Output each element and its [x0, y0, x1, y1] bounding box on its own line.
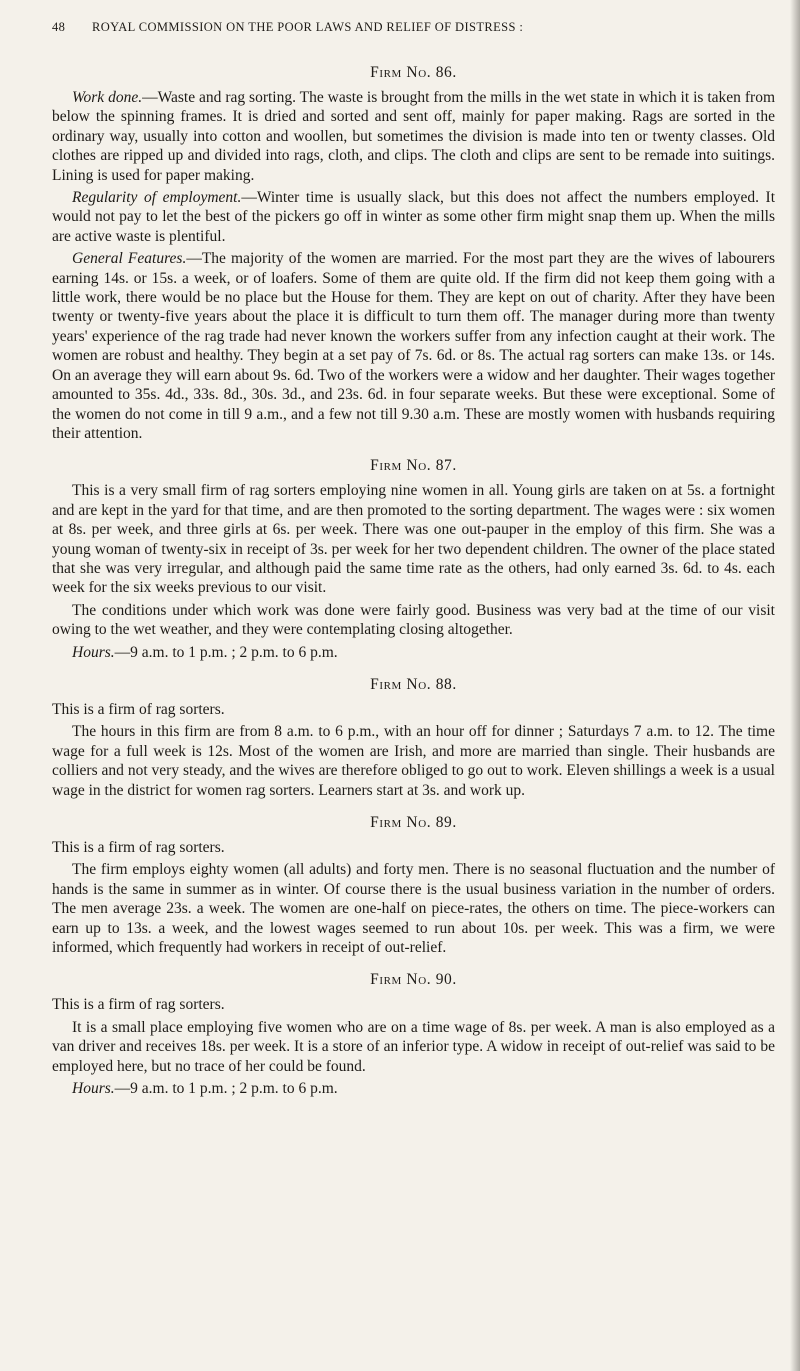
- paragraph-lead: Hours.: [72, 643, 115, 661]
- paragraph-text: The hours in this firm are from 8 a.m. to 6 p.m., with an hour off for dinner ; Saturdays 7 a.m. to 12. The time wage for a full week is 12s. Most of the women are Irish, and more are married than single. Their husbands are colliers and not very steady, and the wives are therefore obliged to go out to work. Eleven shillings a week is a usual wage in the district for women rag sorters. Learners start at 3s. and work up.: [52, 723, 775, 799]
- firm-heading: Firm No. 87.: [370, 457, 457, 475]
- paragraph: [52, 601, 775, 640]
- firm-heading: Firm No. 88.: [370, 675, 457, 693]
- firm-section: [52, 64, 775, 443]
- page-edge-shadow: [790, 0, 800, 1371]
- firm-heading: Firm No. 89.: [370, 814, 457, 831]
- firm-section: [52, 676, 775, 800]
- paragraph-text: —Waste and rag sorting. The waste is brought from the mills in the wet state in which it is taken from below the spinning frames. It is dried and sorted and sent off, mainly for paper making. Rags are sorted in the ordinary way, usually into cotton and woollen, but sometimes the division is made into ten or twenty classes. Old clothes are ripped up and divided into rags, cloth, and clips. The cloth and clips are sent to be remade into suitings. Lining is used for paper making.: [52, 89, 775, 184]
- paragraph: [52, 700, 775, 719]
- paragraph: [52, 838, 775, 857]
- firm-section: [52, 457, 775, 662]
- paragraph: [52, 1018, 775, 1076]
- paragraph: [52, 249, 775, 443]
- firm-heading: Firm No. 86.: [370, 64, 457, 81]
- paragraph-text: It is a small place employing five women who are on a time wage of 8s. per week. A man is also employed as a van driver and receives 18s. per week. It is a store of an inferior type. A widow in receipt of out-relief was said to be employed here, but no trace of her could be found.: [52, 1018, 775, 1075]
- paragraph-text: This is a firm of rag sorters.: [52, 996, 225, 1014]
- firm-section: [52, 971, 775, 1098]
- firm-section: [52, 814, 775, 957]
- page-number: 48: [52, 20, 66, 34]
- paragraph: [52, 188, 775, 246]
- paragraph-text: —9 a.m. to 1 p.m. ; 2 p.m. to 6 p.m.: [114, 643, 338, 661]
- paragraph-lead: General Features.: [72, 250, 187, 268]
- paragraph-text: This is a very small firm of rag sorters employing nine women in all. Young girls are taken on at 5s. a fortnight and are kept in the yard for that time, and are then promoted to the sorting department. The wages were : six women at 8s. per week, and three girls at 6s. per week. There was one out-pauper in the employ of this firm. She was a young woman of twenty-six in receipt of 3s. per week for her two dependent children. The owner of the place stated that she was very irregular, and although paid the same time rate as the others, had only earned 3s. 6d. to 4s. each week for the six weeks previous to our visit.: [52, 482, 775, 597]
- paragraph: [52, 481, 775, 597]
- paragraph: [52, 1079, 775, 1098]
- paragraph-text: —9 a.m. to 1 p.m. ; 2 p.m. to 6 p.m.: [114, 1080, 338, 1098]
- paragraph-text: This is a firm of rag sorters.: [52, 839, 225, 856]
- paragraph: [52, 860, 775, 957]
- paragraph: [52, 643, 775, 662]
- paragraph-text: The conditions under which work was done were fairly good. Business was very bad at the time of our visit owing to the wet weather, and they were contemplating closing altogether.: [52, 601, 775, 639]
- paragraph-lead: Work done.: [72, 89, 143, 106]
- paragraph-text: —The majority of the women are married. For the most part they are the wives of labourers earning 14s. or 15s. a week, or of loafers. Some of them are quite old. If the firm did not keep them going with a little work, there would be no place but the House for them. They are kept on out of charity. After they have been twenty or twenty-five years about the place it is difficult to turn them off. The manager during more than twenty years' experience of the rag trade had never known the workers suffer from any infection caught at their work. The women are robust and healthy. They begin at a set pay of 7s. 6d. or 8s. The actual rag sorters can make 13s. or 14s. On an average they will earn about 9s. 6d. Two of the workers were a widow and her daughter. Their wages together amounted to 35s. 4d., 33s. 8d., 30s. 3d., and 23s. 6d. in four separate weeks. But these were exceptional. Some of the women do not come in till 9 a.m., and a few not till 9.30 a.m. These are mostly women with husbands requiring their attention.: [52, 250, 775, 442]
- firm-heading: Firm No. 90.: [370, 971, 457, 989]
- paragraph: [52, 88, 775, 185]
- paragraph-text: The firm employs eighty women (all adults) and forty men. There is no seasonal fluctuation and the number of hands is the same in summer as in winter. Of course there is the usual business variation in the number of orders. The men average 23s. a week. The women are one-half on piece-rates, the others on time. The piece-workers can earn up to 13s. a week, and the lowest wages seemed to run about 10s. per week. This was a firm, we were informed, which frequently had workers in receipt of out-relief.: [52, 861, 775, 957]
- paragraph-text: —Winter time is usually slack, but this does not affect the numbers employed. It would not pay to let the best of the pickers go off in winter as some other firm might snap them up. When the mills are active waste is plentiful.: [52, 189, 775, 245]
- paragraph-lead: Regularity of employment.: [72, 189, 242, 207]
- paragraph: [52, 722, 775, 800]
- running-header: [52, 20, 775, 44]
- paragraph-lead: Hours.: [72, 1080, 115, 1098]
- paragraph-text: This is a firm of rag sorters.: [52, 700, 225, 718]
- paragraph: [52, 995, 775, 1014]
- running-title: ROYAL COMMISSION ON THE POOR LAWS AND RELIEF OF DISTRESS :: [92, 20, 524, 34]
- document-body: [52, 64, 775, 1098]
